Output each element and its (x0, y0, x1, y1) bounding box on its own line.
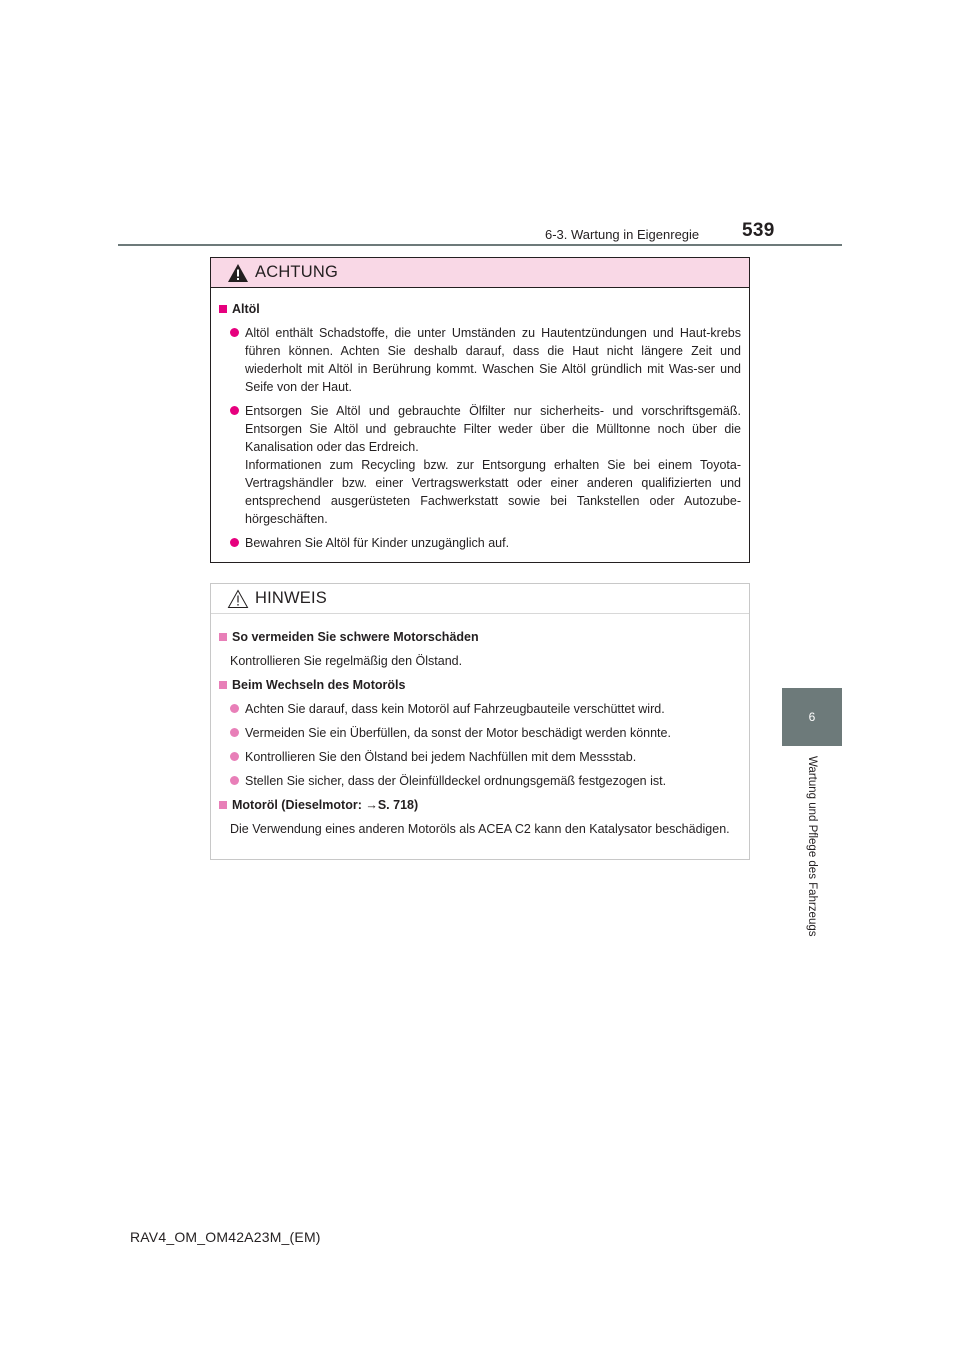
circle-bullet-icon (230, 776, 239, 785)
achtung-body (211, 288, 749, 552)
achtung-title: ACHTUNG (255, 263, 338, 281)
hinweis-box (210, 583, 750, 860)
achtung-header (211, 258, 749, 288)
header-rule (118, 244, 842, 246)
square-bullet-icon (219, 305, 227, 313)
hinweis-paragraph: Die Verwendung eines anderen Motoröls als ACEA C2 kann den Katalysator beschädigen. (230, 822, 730, 836)
achtung-bullet (219, 324, 741, 396)
hinweis-section-heading (219, 676, 741, 694)
square-bullet-icon (219, 681, 227, 689)
circle-bullet-icon (230, 538, 239, 547)
achtung-heading-text: Altöl (232, 302, 260, 316)
bullet-text: Vermeiden Sie ein Überfüllen, da sonst der Motor beschädigt werden könnte. (245, 726, 671, 740)
circle-bullet-icon (230, 728, 239, 737)
warning-triangle-outline-icon (227, 589, 249, 609)
achtung-bullet (219, 402, 741, 528)
achtung-bullet (219, 534, 741, 552)
hinweis-bullet (219, 700, 741, 718)
hinweis-heading-text: Beim Wechseln des Motoröls (232, 678, 406, 692)
bullet-paragraph: Bewahren Sie Altöl für Kinder unzugänglich auf. (245, 536, 510, 550)
hinweis-body (211, 614, 749, 838)
bullet-paragraph: Entsorgen Sie Altöl und gebrauchte Ölfilter nur sicherheits- und vorschriftsgemäß. Entsorgen Sie Altöl und gebrauchte Filter weder über die Mülltonne noch über die Kanalisation oder das Erdreich. (245, 404, 741, 454)
hinweis-heading-text[interactable]: Motoröl (Dieselmotor: →S. 718) (232, 798, 419, 812)
bullet-paragraph: Informationen zum Recycling bzw. zur Entsorgung erhalten Sie bei einem Toyota-Vertragshändler bzw. einer Vertragswerkstatt oder einer anderen qualifizierten und entsprechend ausgerüsteten Fachwerkstatt sowie bei Tankstellen oder Autozube-hörgeschäften. (245, 458, 741, 526)
circle-bullet-icon (230, 752, 239, 761)
hinweis-title: HINWEIS (255, 589, 327, 607)
footer-code: RAV4_OM_OM42A23M_(EM) (130, 1229, 321, 1245)
chapter-number: 6 (808, 710, 816, 724)
hinweis-bullet (219, 724, 741, 742)
circle-bullet-icon (230, 704, 239, 713)
hinweis-header (211, 584, 749, 614)
bullet-text (245, 324, 741, 396)
header-section-title: 6-3. Wartung in Eigenregie (545, 227, 700, 242)
bullet-text: Stellen Sie sicher, dass der Öleinfülldeckel ordnungsgemäß festgezogen ist. (245, 774, 667, 788)
warning-triangle-filled-icon (227, 263, 249, 283)
bullet-paragraph: Altöl enthält Schadstoffe, die unter Umständen zu Hautentzündungen und Haut-krebs führen können. Achten Sie deshalb darauf, dass die Haut nicht längere Zeit und wiederholt mit Altöl in Berührung kommt. Waschen Sie Altöl gründlich mit Was-ser und Seife von der Haut. (245, 326, 741, 394)
hinweis-heading-text: So vermeiden Sie schwere Motorschäden (232, 630, 479, 644)
hinweis-section-heading (219, 796, 741, 814)
page-number: 539 (742, 220, 775, 241)
square-bullet-icon (219, 801, 227, 809)
bullet-text: Kontrollieren Sie den Ölstand bei jedem Nachfüllen mit dem Messstab. (245, 750, 637, 764)
achtung-box (210, 257, 750, 563)
bullet-text: Achten Sie darauf, dass kein Motoröl auf Fahrzeugbauteile verschüttet wird. (245, 702, 665, 716)
hinweis-paragraph: Kontrollieren Sie regelmäßig den Ölstand. (230, 654, 463, 668)
circle-bullet-icon (230, 328, 239, 337)
bullet-text (245, 534, 741, 552)
chapter-tab[interactable] (782, 688, 842, 746)
achtung-section-heading (219, 300, 741, 318)
chapter-title: Wartung und Pflege des Fahrzeugs (806, 756, 818, 937)
bullet-text (245, 402, 741, 528)
square-bullet-icon (219, 633, 227, 641)
hinweis-bullet (219, 748, 741, 766)
chapter-label-wrap (782, 756, 842, 956)
circle-bullet-icon (230, 406, 239, 415)
hinweis-bullet (219, 772, 741, 790)
hinweis-section-heading (219, 628, 741, 646)
